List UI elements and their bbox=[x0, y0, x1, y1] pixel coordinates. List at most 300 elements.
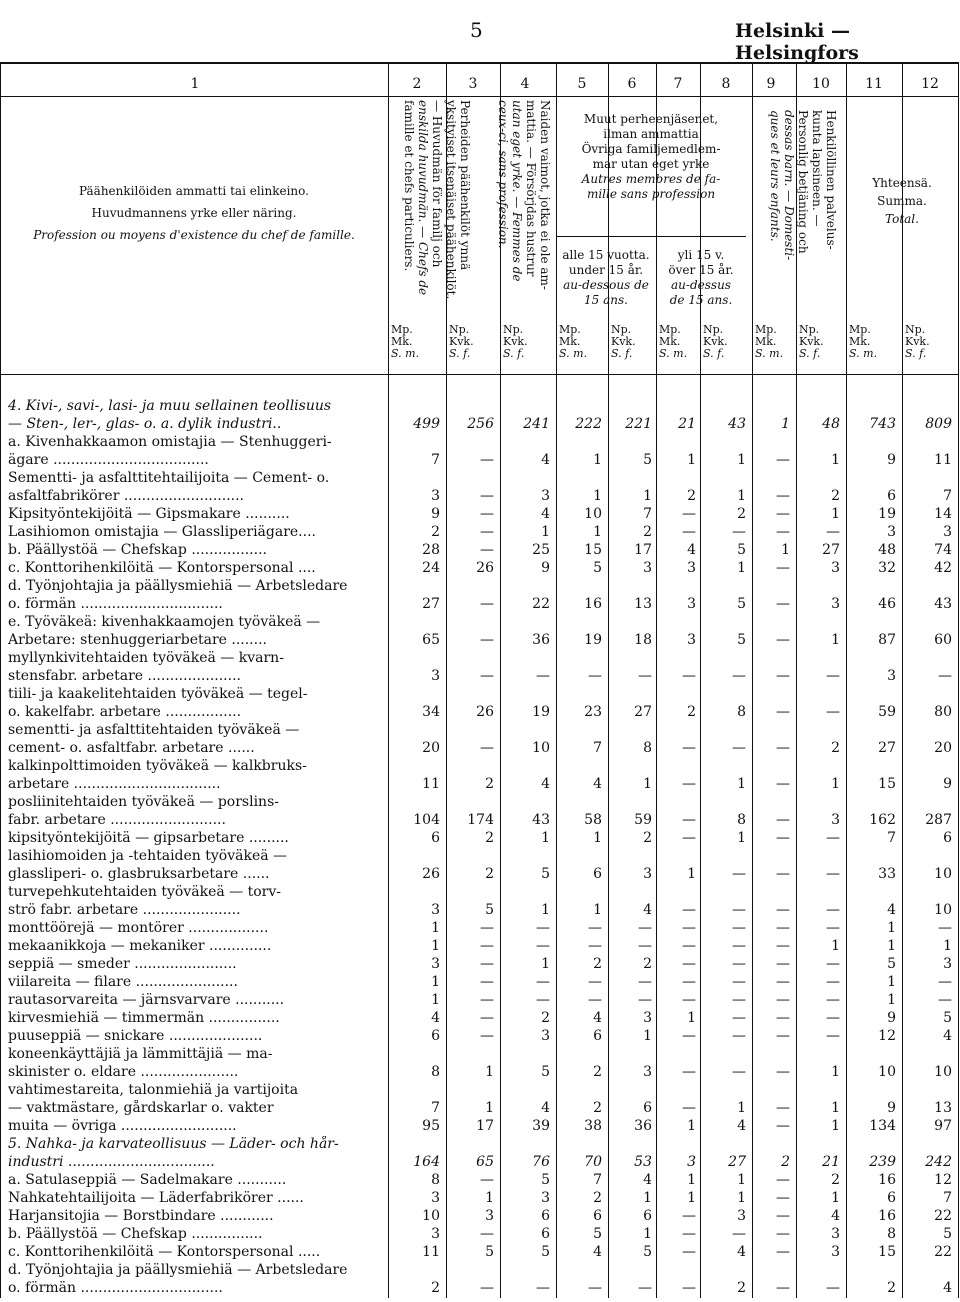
cell-value: 10 bbox=[934, 1064, 952, 1080]
cell-value: — bbox=[776, 488, 790, 504]
cell-value: 2 bbox=[643, 524, 652, 540]
row-label: o. förmän ................................ bbox=[8, 596, 223, 612]
column-7-8-subheading: yli 15 v. bbox=[677, 248, 725, 262]
unit-line: Np. bbox=[611, 323, 632, 336]
table-row bbox=[0, 1242, 958, 1262]
cell-value: 5 bbox=[541, 1064, 550, 1080]
column-5-8-heading: mar utan eget yrke bbox=[592, 157, 710, 171]
column-number: 12 bbox=[921, 76, 939, 92]
row-label: Lasihiomon omistajia — Glassliperiägare.... bbox=[8, 524, 316, 540]
cell-value: — bbox=[826, 920, 840, 936]
cell-value: 104 bbox=[413, 812, 440, 828]
cell-value: — bbox=[480, 920, 494, 936]
cell-value: 5 bbox=[485, 1244, 494, 1260]
cell-value: 18 bbox=[634, 632, 652, 648]
cell-value: 1 bbox=[887, 938, 896, 954]
table-row bbox=[0, 630, 958, 650]
cell-value: 27 bbox=[728, 1154, 746, 1170]
cell-value: 12 bbox=[934, 1172, 952, 1188]
cell-value: 6 bbox=[541, 1226, 550, 1242]
cell-value: 1 bbox=[887, 974, 896, 990]
cell-value: 8 bbox=[431, 1172, 440, 1188]
cell-value: 3 bbox=[687, 596, 696, 612]
cell-value: 5 bbox=[943, 1226, 952, 1242]
row-label: d. Työnjohtajia ja päällysmiehiä — Arbetsledare bbox=[8, 578, 348, 594]
cell-value: 2 bbox=[431, 1280, 440, 1296]
cell-value: 97 bbox=[934, 1118, 952, 1134]
cell-value: 2 bbox=[737, 506, 746, 522]
unit-line: Mp. bbox=[559, 323, 581, 336]
cell-value: 6 bbox=[643, 1100, 652, 1116]
column-number: 6 bbox=[627, 76, 637, 92]
header-rule bbox=[0, 96, 958, 97]
cell-value: — bbox=[826, 830, 840, 846]
cell-value: — bbox=[588, 992, 602, 1008]
row-label: mekaanikkoja — mekaniker .............. bbox=[8, 938, 272, 954]
row-label: o. kakelfabr. arbetare ................. bbox=[8, 704, 242, 720]
cell-value: 26 bbox=[476, 704, 494, 720]
cell-value: 1 bbox=[541, 524, 550, 540]
table-row bbox=[0, 450, 958, 470]
cell-value: 23 bbox=[584, 704, 602, 720]
cell-value: — bbox=[682, 1280, 696, 1296]
cell-value: — bbox=[776, 1226, 790, 1242]
cell-value: 6 bbox=[593, 866, 602, 882]
cell-value: 3 bbox=[541, 488, 550, 504]
cell-value: — bbox=[732, 524, 746, 540]
table-row bbox=[0, 1206, 958, 1226]
column-9-10-heading: dessas barn. — Domesti- bbox=[782, 110, 796, 261]
cell-value: — bbox=[682, 1064, 696, 1080]
row-label: b. Päällystöä — Chefskap ................ bbox=[8, 1226, 263, 1242]
cell-value: 1 bbox=[831, 452, 840, 468]
cell-value: — bbox=[480, 1172, 494, 1188]
unit-line: S. f. bbox=[449, 347, 471, 360]
cell-value: 3 bbox=[831, 1226, 840, 1242]
cell-value: 2 bbox=[485, 776, 494, 792]
column-number: 4 bbox=[520, 76, 530, 92]
cell-value: — bbox=[732, 1010, 746, 1026]
table-row bbox=[0, 810, 958, 830]
table-row bbox=[0, 1188, 958, 1208]
cell-value: 11 bbox=[422, 776, 440, 792]
cell-value: 22 bbox=[532, 596, 550, 612]
cell-value: 95 bbox=[422, 1118, 440, 1134]
cell-value: 2 bbox=[593, 1100, 602, 1116]
unit-line: Kvk. bbox=[611, 335, 636, 348]
column-number: 2 bbox=[412, 76, 422, 92]
cell-value: 3 bbox=[431, 902, 440, 918]
cell-value: — bbox=[480, 542, 494, 558]
cell-value: — bbox=[682, 506, 696, 522]
cell-value: 1 bbox=[593, 830, 602, 846]
cell-value: 8 bbox=[431, 1064, 440, 1080]
cell-value: 4 bbox=[541, 776, 550, 792]
cell-value: 2 bbox=[485, 866, 494, 882]
row-label: fabr. arbetare .......................... bbox=[8, 812, 226, 828]
cell-value: 3 bbox=[887, 668, 896, 684]
table-row bbox=[0, 720, 958, 740]
cell-value: 1 bbox=[687, 1010, 696, 1026]
cell-value: 1 bbox=[737, 560, 746, 576]
row-label: Harjansitojia — Borstbindare ............ bbox=[8, 1208, 274, 1224]
cell-value: 4 bbox=[943, 1280, 952, 1296]
row-label: asfaltfabrikörer ........................... bbox=[8, 488, 245, 504]
column-number: 8 bbox=[721, 76, 731, 92]
column-1-heading: Profession ou moyens d'existence du chef de famille. bbox=[33, 228, 355, 242]
cell-value: 164 bbox=[413, 1154, 440, 1170]
cell-value: 2 bbox=[831, 1172, 840, 1188]
cell-value: — bbox=[776, 1028, 790, 1044]
cell-value: — bbox=[480, 668, 494, 684]
cell-value: 3 bbox=[541, 1028, 550, 1044]
column-9-10-heading: ques et leurs enfants. bbox=[768, 110, 782, 242]
cell-value: 4 bbox=[643, 1172, 652, 1188]
column-5-6-subheading: under 15 år. bbox=[568, 263, 644, 277]
cell-value: 15 bbox=[878, 1244, 896, 1260]
table-row bbox=[0, 738, 958, 758]
unit-line: Np. bbox=[703, 323, 724, 336]
cell-value: — bbox=[536, 938, 550, 954]
cell-value: 1 bbox=[831, 1118, 840, 1134]
row-label: e. Työväkeä: kivenhakkaamojen työväkeä — bbox=[8, 614, 321, 630]
cell-value: 242 bbox=[925, 1154, 952, 1170]
column-1-heading: Huvudmannens yrke eller näring. bbox=[91, 206, 297, 220]
column-number: 7 bbox=[673, 76, 683, 92]
cell-value: — bbox=[588, 1280, 602, 1296]
cell-value: — bbox=[682, 920, 696, 936]
row-label: skinister o. eldare ...................... bbox=[8, 1064, 239, 1080]
cell-value: — bbox=[588, 920, 602, 936]
cell-value: 1 bbox=[831, 506, 840, 522]
table-row bbox=[0, 864, 958, 884]
column-4-heading: utan eget yrke. — Femmes de bbox=[510, 100, 524, 282]
cell-value: 1 bbox=[485, 1190, 494, 1206]
cell-value: — bbox=[776, 1064, 790, 1080]
cell-value: 1 bbox=[485, 1100, 494, 1116]
cell-value: — bbox=[776, 1100, 790, 1116]
row-label: koneenkäyttäjiä ja lämmittäjiä — ma- bbox=[8, 1046, 273, 1062]
cell-value: — bbox=[682, 956, 696, 972]
cell-value: 1 bbox=[737, 488, 746, 504]
cell-value: 1 bbox=[643, 1226, 652, 1242]
cell-value: 70 bbox=[584, 1154, 602, 1170]
cell-value: — bbox=[938, 920, 952, 936]
column-2-3-heading: famille et chefs particuliers. bbox=[402, 100, 416, 272]
unit-line: Np. bbox=[905, 323, 926, 336]
cell-value: — bbox=[776, 974, 790, 990]
cell-value: — bbox=[480, 992, 494, 1008]
cell-value: 3 bbox=[687, 1154, 696, 1170]
cell-value: 9 bbox=[887, 1010, 896, 1026]
row-label: turvepehkutehtaiden työväkeä — torv- bbox=[8, 884, 282, 900]
table-row bbox=[0, 414, 958, 434]
cell-value: 4 bbox=[943, 1028, 952, 1044]
cell-value: — bbox=[776, 866, 790, 882]
cell-value: — bbox=[480, 1280, 494, 1296]
cell-value: 22 bbox=[934, 1244, 952, 1260]
cell-value: 809 bbox=[925, 416, 952, 432]
cell-value: 15 bbox=[878, 776, 896, 792]
cell-value: 28 bbox=[422, 542, 440, 558]
table-row bbox=[0, 1098, 958, 1118]
cell-value: 42 bbox=[934, 560, 952, 576]
cell-value: 1 bbox=[831, 1190, 840, 1206]
cell-value: 8 bbox=[737, 812, 746, 828]
cell-value: 27 bbox=[422, 596, 440, 612]
cell-value: 27 bbox=[634, 704, 652, 720]
cell-value: 59 bbox=[878, 704, 896, 720]
cell-value: 25 bbox=[532, 542, 550, 558]
cell-value: — bbox=[682, 812, 696, 828]
cell-value: 9 bbox=[541, 560, 550, 576]
cell-value: 1 bbox=[643, 488, 652, 504]
cell-value: 1 bbox=[687, 1190, 696, 1206]
unit-label bbox=[905, 324, 930, 360]
cell-value: 1 bbox=[643, 776, 652, 792]
column-5-8-heading: Muut perheenjäsenet, bbox=[583, 112, 719, 126]
cell-value: — bbox=[732, 902, 746, 918]
column-number: 11 bbox=[865, 76, 883, 92]
cell-value: 2 bbox=[485, 830, 494, 846]
page-place: Helsinki — Helsingfors bbox=[735, 20, 859, 64]
cell-value: — bbox=[776, 1172, 790, 1188]
cell-value: — bbox=[826, 524, 840, 540]
cell-value: 27 bbox=[822, 542, 840, 558]
row-label: posliinitehtaiden työväkeä — porslins- bbox=[8, 794, 279, 810]
unit-line: Mp. bbox=[659, 323, 681, 336]
unit-line: Mp. bbox=[391, 323, 413, 336]
cell-value: 1 bbox=[541, 902, 550, 918]
column-7-8-subheading: över 15 år. bbox=[668, 263, 734, 277]
cell-value: 10 bbox=[532, 740, 550, 756]
cell-value: — bbox=[776, 704, 790, 720]
cell-value: 19 bbox=[584, 632, 602, 648]
unit-label bbox=[559, 324, 587, 360]
cell-value: — bbox=[732, 1028, 746, 1044]
table-row bbox=[0, 954, 958, 974]
cell-value: — bbox=[638, 1280, 652, 1296]
column-11-12-heading: Total. bbox=[885, 212, 919, 226]
cell-value: 5 bbox=[593, 560, 602, 576]
cell-value: — bbox=[826, 956, 840, 972]
cell-value: 32 bbox=[878, 560, 896, 576]
row-label: kalkinpolttimoiden työväkeä — kalkbruks- bbox=[8, 758, 307, 774]
column-5-8-heading: ilman ammattia bbox=[603, 127, 699, 141]
unit-line: Np. bbox=[503, 323, 524, 336]
unit-label bbox=[849, 324, 877, 360]
cell-value: 3 bbox=[643, 560, 652, 576]
cell-value: — bbox=[732, 740, 746, 756]
cell-value: 43 bbox=[934, 596, 952, 612]
cell-value: 3 bbox=[887, 524, 896, 540]
cell-value: — bbox=[826, 1028, 840, 1044]
table-row bbox=[0, 396, 958, 416]
cell-value: 74 bbox=[934, 542, 952, 558]
table-row bbox=[0, 540, 958, 560]
cell-value: 5 bbox=[943, 1010, 952, 1026]
unit-line: Kvk. bbox=[449, 335, 474, 348]
unit-line: Np. bbox=[799, 323, 820, 336]
unit-line: Mk. bbox=[849, 335, 871, 348]
row-label: a. Satulaseppiä — Sadelmakare ........... bbox=[8, 1172, 287, 1188]
cell-value: 20 bbox=[934, 740, 952, 756]
cell-value: 7 bbox=[431, 452, 440, 468]
cell-value: 3 bbox=[831, 812, 840, 828]
cell-value: — bbox=[826, 974, 840, 990]
cell-value: — bbox=[682, 1100, 696, 1116]
cell-value: 162 bbox=[869, 812, 896, 828]
unit-line: S. f. bbox=[703, 347, 725, 360]
cell-value: 3 bbox=[431, 1226, 440, 1242]
column-number: 10 bbox=[812, 76, 830, 92]
cell-value: 6 bbox=[431, 830, 440, 846]
cell-value: 1 bbox=[431, 938, 440, 954]
cell-value: 7 bbox=[431, 1100, 440, 1116]
column-number: 9 bbox=[766, 76, 776, 92]
table-row bbox=[0, 972, 958, 992]
cell-value: 2 bbox=[687, 488, 696, 504]
cell-value: — bbox=[480, 596, 494, 612]
cell-value: 4 bbox=[737, 1118, 746, 1134]
row-label: strö fabr. arbetare ...................... bbox=[8, 902, 241, 918]
cell-value: 6 bbox=[593, 1208, 602, 1224]
table-row bbox=[0, 468, 958, 488]
table-row bbox=[0, 504, 958, 524]
cell-value: 19 bbox=[878, 506, 896, 522]
cell-value: 1 bbox=[593, 902, 602, 918]
cell-value: 5 bbox=[593, 1226, 602, 1242]
cell-value: 5 bbox=[541, 866, 550, 882]
column-5-6-subheading: au-dessous de bbox=[563, 278, 649, 292]
cell-value: 4 bbox=[431, 1010, 440, 1026]
cell-value: — bbox=[732, 956, 746, 972]
row-label: seppiä — smeder ....................... bbox=[8, 956, 237, 972]
row-label: b. Päällystöä — Chefskap ................. bbox=[8, 542, 267, 558]
cell-value: 5 bbox=[737, 596, 746, 612]
cell-value: — bbox=[776, 902, 790, 918]
cell-value: — bbox=[682, 1028, 696, 1044]
cell-value: — bbox=[776, 740, 790, 756]
cell-value: 6 bbox=[887, 1190, 896, 1206]
cell-value: — bbox=[776, 830, 790, 846]
column-9-10-heading: Henkilöllinen palvelus- bbox=[824, 110, 838, 250]
cell-value: 3 bbox=[831, 560, 840, 576]
unit-line: S. f. bbox=[905, 347, 927, 360]
cell-value: 1 bbox=[737, 1100, 746, 1116]
row-label: sementti- ja asfalttitehtaiden työväkeä — bbox=[8, 722, 300, 738]
cell-value: 33 bbox=[878, 866, 896, 882]
row-label: c. Konttorihenkilöitä — Kontorspersonal ..... bbox=[8, 1244, 321, 1260]
column-5-8-heading: Autres membres de fa- bbox=[581, 172, 721, 186]
unit-line: S. f. bbox=[503, 347, 525, 360]
cell-value: 4 bbox=[593, 1244, 602, 1260]
cell-value: — bbox=[682, 938, 696, 954]
cell-value: — bbox=[536, 1280, 550, 1296]
cell-value: — bbox=[480, 452, 494, 468]
cell-value: 4 bbox=[831, 1208, 840, 1224]
cell-value: 1 bbox=[737, 776, 746, 792]
cell-value: 24 bbox=[422, 560, 440, 576]
cell-value: 13 bbox=[634, 596, 652, 612]
cell-value: 2 bbox=[831, 740, 840, 756]
row-label: d. Työnjohtajia ja päällysmiehiä — Arbetsledare bbox=[8, 1262, 348, 1278]
cell-value: 222 bbox=[575, 416, 602, 432]
cell-value: — bbox=[480, 1028, 494, 1044]
unit-line: Mk. bbox=[391, 335, 413, 348]
table-row bbox=[0, 900, 958, 920]
table-row bbox=[0, 1062, 958, 1082]
cell-value: 10 bbox=[934, 866, 952, 882]
cell-value: 36 bbox=[532, 632, 550, 648]
cell-value: 7 bbox=[593, 740, 602, 756]
cell-value: — bbox=[480, 938, 494, 954]
column-rule bbox=[958, 62, 959, 1298]
column-2-3-heading: yksityiset itsenäiset päähenkilöt. bbox=[444, 100, 458, 300]
cell-value: 3 bbox=[687, 632, 696, 648]
cell-value: 8 bbox=[887, 1226, 896, 1242]
column-11-12-heading: Summa. bbox=[877, 194, 927, 208]
cell-value: 239 bbox=[869, 1154, 896, 1170]
cell-value: 1 bbox=[781, 542, 790, 558]
cell-value: 1 bbox=[887, 920, 896, 936]
column-2-3-heading: — Huvudmän för familj och bbox=[430, 100, 444, 268]
table-row bbox=[0, 792, 958, 812]
cell-value: — bbox=[732, 1226, 746, 1242]
cell-value: — bbox=[826, 902, 840, 918]
cell-value: 11 bbox=[934, 452, 952, 468]
row-label: Sementti- ja asfalttitehtailijoita — Cement- o. bbox=[8, 470, 330, 486]
cell-value: 2 bbox=[781, 1154, 790, 1170]
cell-value: 65 bbox=[422, 632, 440, 648]
column-4-heading: mattia. — Försörjdas hustrur bbox=[524, 100, 538, 277]
column-2-3-heading: Perheiden päähenkilöt ynnä bbox=[458, 100, 472, 271]
cell-value: 6 bbox=[643, 1208, 652, 1224]
row-label: viilareita — filare ....................... bbox=[8, 974, 238, 990]
unit-line: S. m. bbox=[659, 347, 688, 360]
cell-value: 1 bbox=[593, 488, 602, 504]
header-rule bbox=[0, 374, 958, 375]
column-number: 1 bbox=[190, 76, 200, 92]
cell-value: 2 bbox=[831, 488, 840, 504]
cell-value: 26 bbox=[422, 866, 440, 882]
cell-value: — bbox=[536, 974, 550, 990]
table-row bbox=[0, 576, 958, 596]
cell-value: 1 bbox=[541, 830, 550, 846]
cell-value: — bbox=[536, 992, 550, 1008]
cell-value: 9 bbox=[887, 1100, 896, 1116]
table-row bbox=[0, 846, 958, 866]
cell-value: 2 bbox=[593, 1190, 602, 1206]
cell-value: 1 bbox=[541, 956, 550, 972]
cell-value: 58 bbox=[584, 812, 602, 828]
unit-label bbox=[799, 324, 824, 360]
table-row bbox=[0, 486, 958, 506]
cell-value: 5 bbox=[643, 452, 652, 468]
cell-value: — bbox=[776, 1280, 790, 1296]
cell-value: 1 bbox=[831, 632, 840, 648]
cell-value: — bbox=[682, 524, 696, 540]
unit-line: S. m. bbox=[755, 347, 784, 360]
cell-value: 1 bbox=[431, 920, 440, 936]
unit-label bbox=[659, 324, 687, 360]
column-11-12-heading: Yhteensä. bbox=[872, 176, 932, 190]
cell-value: 5 bbox=[887, 956, 896, 972]
table-row bbox=[0, 1224, 958, 1244]
cell-value: — bbox=[938, 974, 952, 990]
cell-value: 17 bbox=[634, 542, 652, 558]
column-5-6-subheading: 15 ans. bbox=[584, 293, 628, 307]
